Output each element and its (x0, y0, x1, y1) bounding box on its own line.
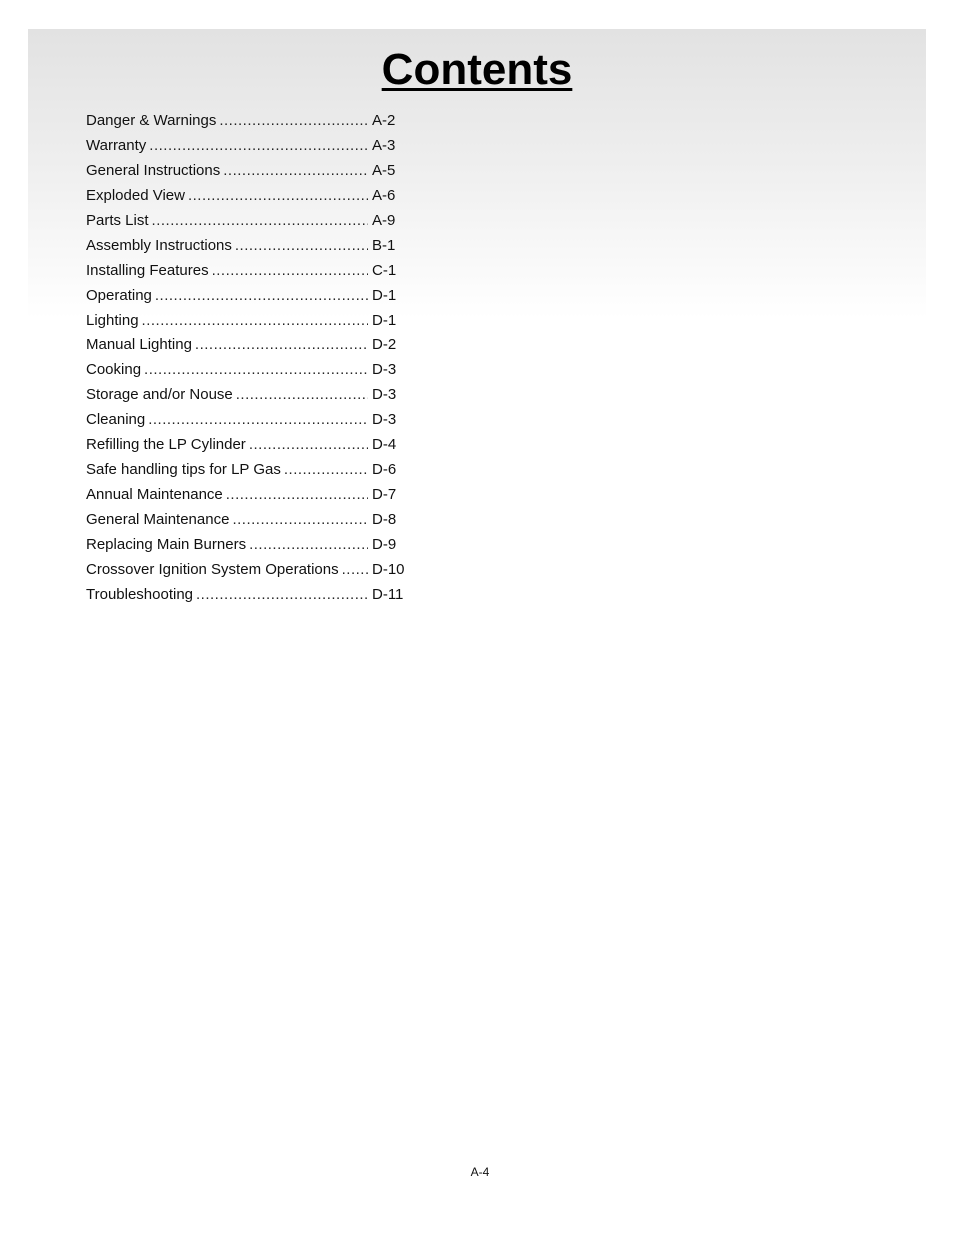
toc-entry (86, 234, 406, 259)
toc-entry-title: Cooking (86, 361, 142, 379)
toc-entry-page: D-10 (372, 560, 405, 578)
toc-entry (86, 408, 406, 433)
toc-leader-dots (236, 383, 368, 407)
toc-leader-dots (195, 333, 368, 357)
toc-entry-title: Danger & Warnings (86, 112, 217, 129)
toc-entry-page: C-1 (372, 261, 397, 279)
toc-entry (86, 433, 406, 458)
toc-leader-dots (284, 458, 368, 482)
toc-entry-title: Crossover Ignition System Operations (86, 560, 339, 578)
toc-leader-dots (219, 109, 368, 133)
toc-entry (86, 134, 406, 159)
toc-entry (86, 533, 406, 558)
toc-entry (86, 284, 406, 309)
toc-entry-title: Safe handling tips for LP Gas (86, 461, 281, 479)
toc-leader-dots (149, 134, 368, 158)
toc-entry (86, 383, 406, 408)
toc-entry-page: D-6 (372, 461, 397, 479)
toc-leader-dots (142, 309, 368, 333)
toc-entry-page: A-6 (372, 186, 396, 204)
toc-leader-dots (232, 508, 368, 532)
toc-entry (86, 508, 406, 533)
toc-leader-dots (196, 583, 368, 607)
toc-entry-title: Warranty (86, 136, 147, 154)
toc-entry-page: D-1 (372, 311, 397, 329)
toc-entry (86, 309, 406, 334)
toc-entry-page: D-3 (372, 361, 397, 379)
toc-entry-page: D-3 (372, 411, 397, 429)
toc-entry-title: General Maintenance (86, 511, 230, 528)
toc-entry-page: A-9 (372, 211, 396, 229)
toc-entry-page: A-5 (372, 161, 396, 179)
toc-entry-page: A-3 (372, 136, 396, 154)
table-of-contents (86, 109, 406, 608)
toc-leader-dots (249, 433, 368, 457)
toc-entry-title: Installing Features (86, 261, 209, 279)
toc-leader-dots (226, 483, 368, 507)
toc-entry-title: Operating (86, 286, 152, 304)
toc-entry (86, 209, 406, 234)
toc-entry-title: Refilling the LP Cylinder (86, 436, 246, 454)
toc-leader-dots (249, 533, 368, 557)
toc-leader-dots (155, 284, 368, 308)
toc-entry-title: Assembly Instructions (86, 236, 232, 254)
toc-entry-page: D-11 (372, 585, 404, 603)
toc-entry-page: D-1 (372, 286, 397, 304)
toc-entry-title: Troubleshooting (86, 585, 194, 603)
toc-leader-dots (212, 259, 368, 283)
toc-leader-dots (144, 358, 368, 382)
toc-entry (86, 109, 406, 134)
toc-entry (86, 333, 406, 358)
toc-entry (86, 159, 406, 184)
toc-entry (86, 184, 406, 209)
toc-entry-title: Parts List (86, 211, 149, 229)
toc-entry-title: Annual Maintenance (86, 486, 223, 504)
toc-entry (86, 583, 406, 608)
toc-entry-title: Storage and/or Nouse (86, 386, 233, 404)
toc-entry-page: D-4 (372, 436, 397, 454)
toc-leader-dots (223, 159, 368, 183)
toc-entry-page: D-2 (372, 336, 397, 354)
toc-entry (86, 358, 406, 383)
toc-entry-page: D-8 (372, 511, 397, 528)
toc-entry-title: General Instructions (86, 161, 221, 179)
toc-entry-page: D-3 (372, 386, 397, 404)
toc-entry-title: Cleaning (86, 411, 146, 429)
toc-entry (86, 558, 406, 583)
toc-entry-page: A-2 (372, 112, 396, 129)
toc-entry (86, 483, 406, 508)
toc-entry-title: Lighting (86, 311, 139, 329)
toc-entry-page: B-1 (372, 236, 396, 254)
toc-leader-dots (342, 558, 368, 582)
toc-entry-title: Replacing Main Burners (86, 535, 247, 553)
page-number: A-4 (470, 1165, 490, 1179)
toc-leader-dots (152, 209, 368, 233)
toc-entry-page: D-7 (372, 486, 397, 504)
toc-leader-dots (235, 234, 368, 258)
toc-leader-dots (148, 408, 368, 432)
toc-entry-title: Manual Lighting (86, 336, 192, 354)
toc-leader-dots (188, 184, 368, 208)
toc-entry-title: Exploded View (86, 186, 185, 204)
toc-entry-page: D-9 (372, 535, 397, 553)
toc-entry (86, 259, 406, 284)
page-title: Contents (381, 45, 573, 94)
toc-entry (86, 458, 406, 483)
